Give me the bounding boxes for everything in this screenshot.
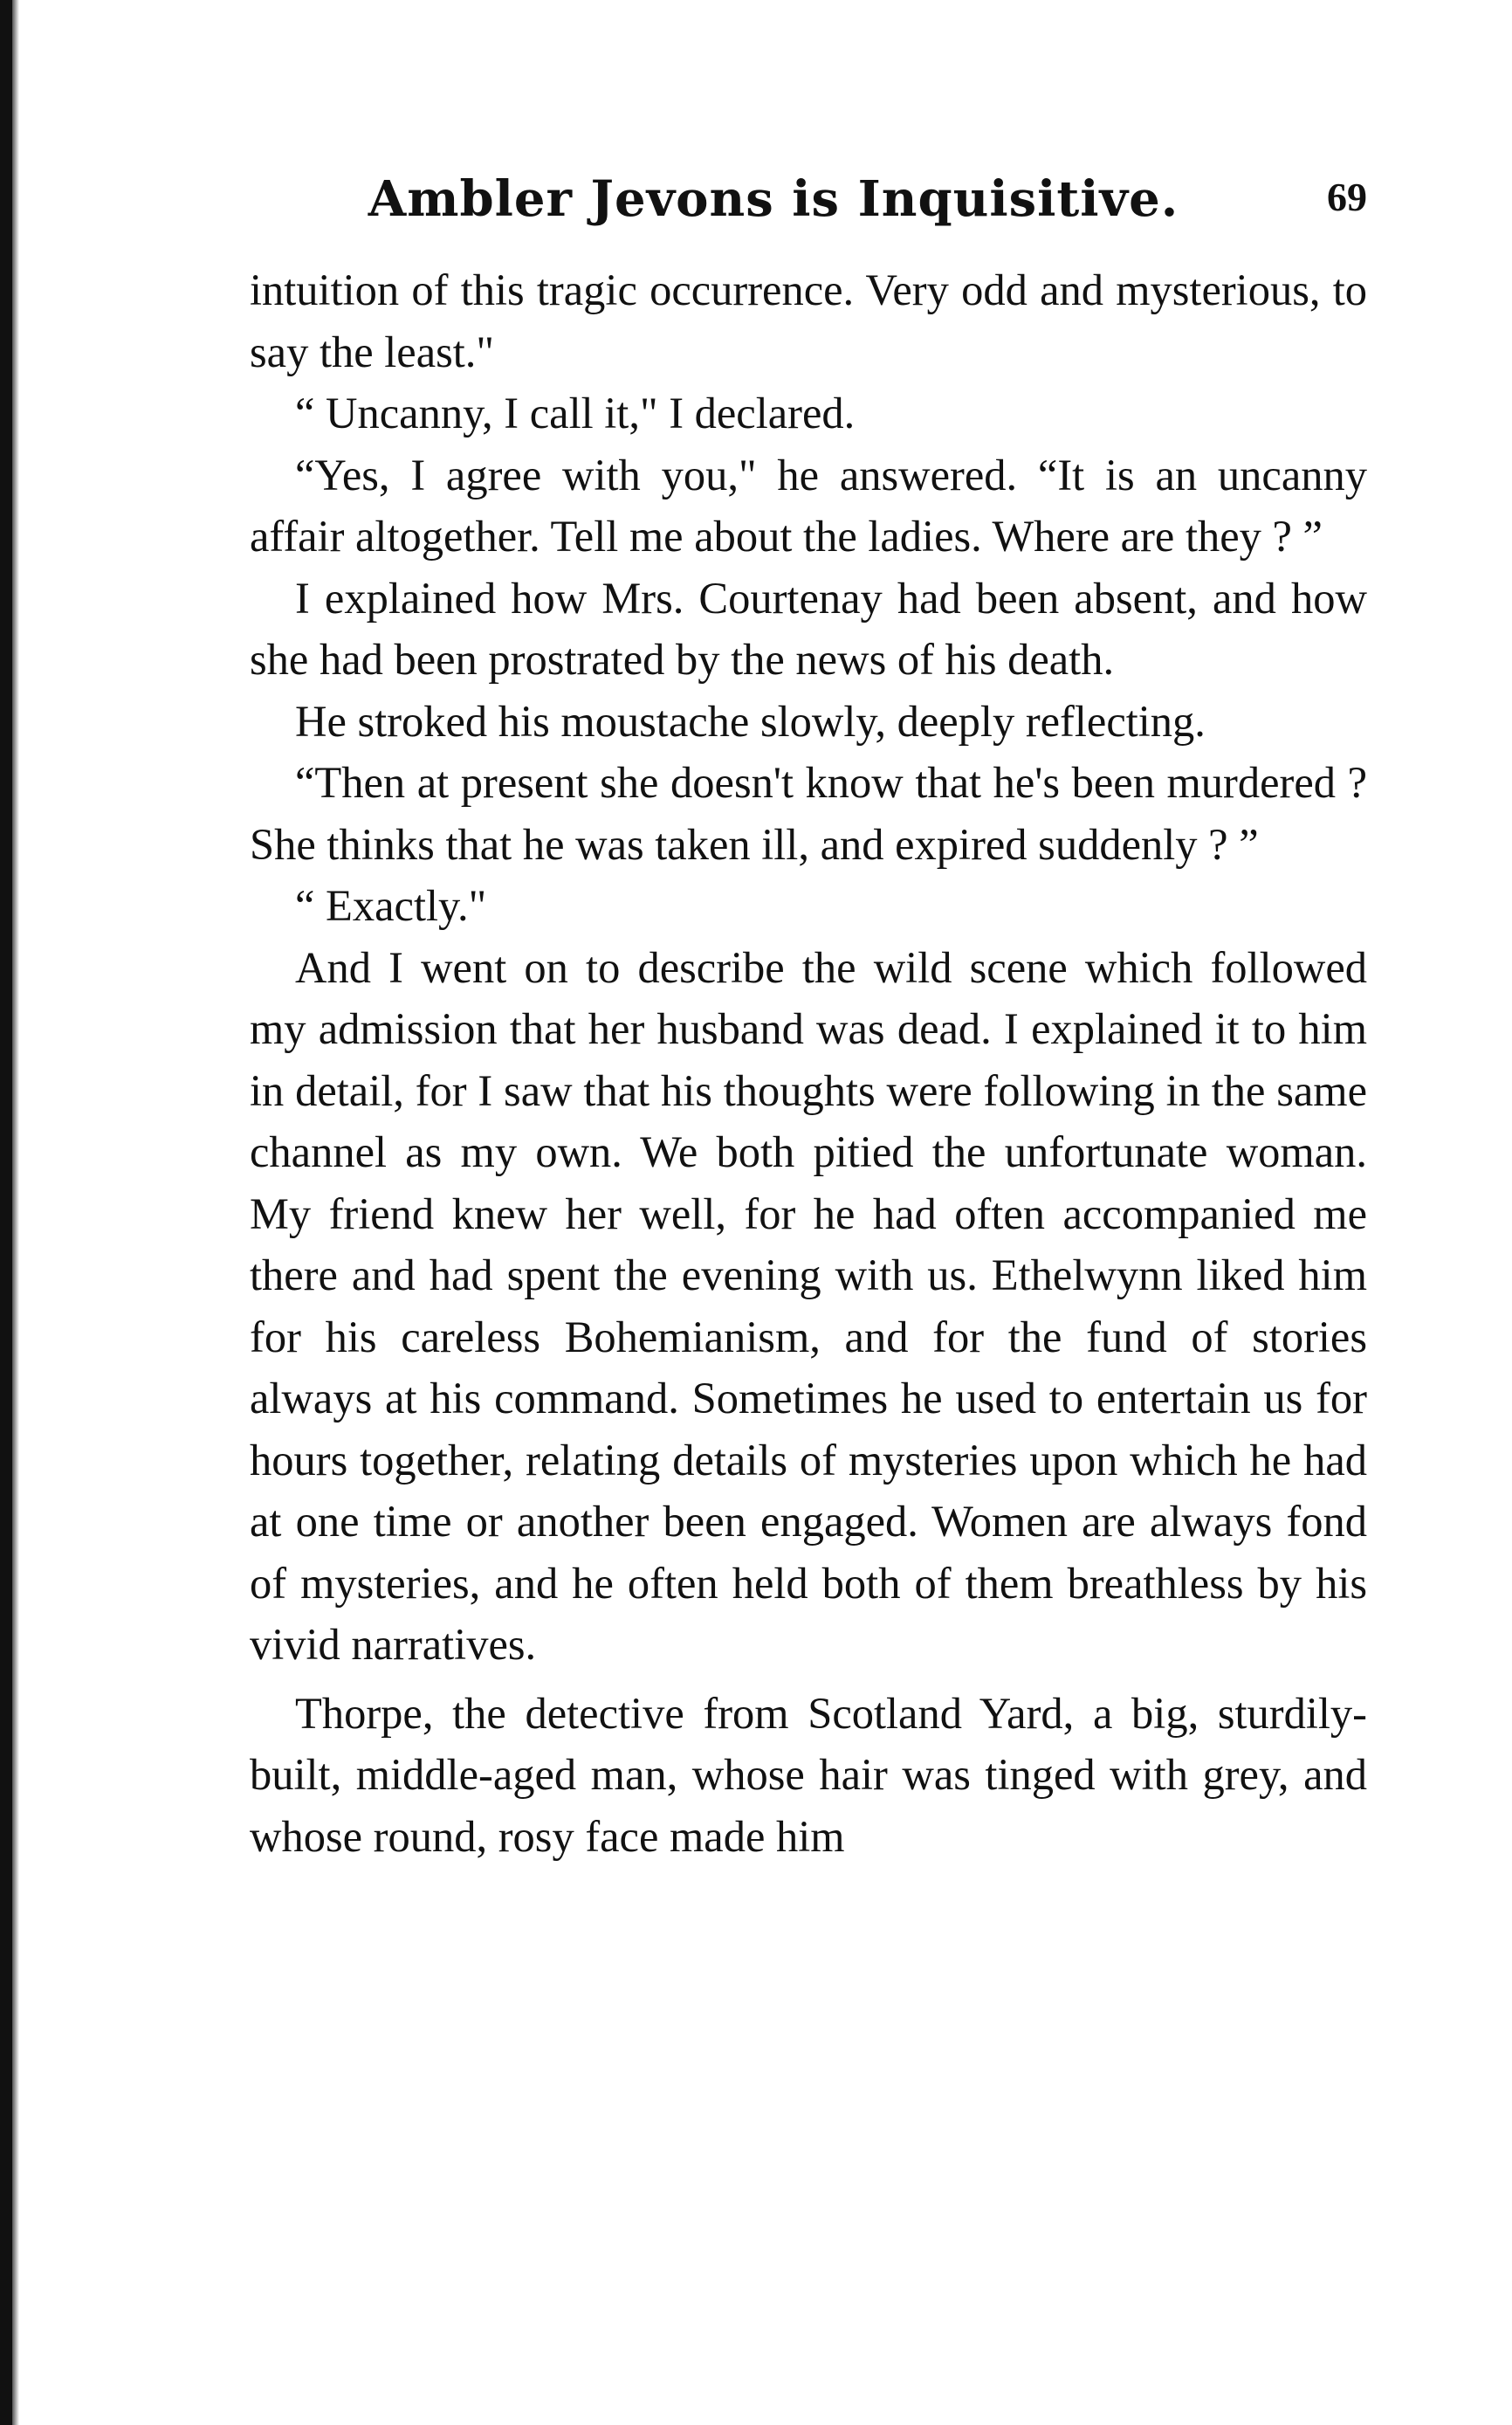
paragraph: “Then at present she doesn't know that he's been murdered ? She thinks that he was taken ill, and expired suddenly ? ” — [250, 758, 1367, 869]
paragraph: Thorpe, the detective from Scotland Yard, a big, sturdily-built, middle-aged man, whose hair was tinged with grey, and whose round, rosy face made him — [250, 1688, 1367, 1861]
paragraph: intuition of this tragic occurrence. Very odd and mysterious, to say the least." — [250, 265, 1367, 376]
paragraph: “ Uncanny, I call it," I declared. — [295, 389, 856, 437]
book-page — [250, 170, 1367, 1867]
page-number: 69 — [1327, 175, 1367, 219]
running-title: Ambler Jevons is Inquisitive. — [368, 170, 1179, 228]
paragraph: He stroked his moustache slowly, deeply reflecting. — [295, 696, 1206, 746]
paragraph: “ Exactly." — [295, 881, 487, 930]
book-binding-edge — [0, 0, 12, 2425]
paragraph: I explained how Mrs. Courtenay had been absent, and how she had been prostrated by the news of his death. — [250, 573, 1367, 684]
running-header — [250, 170, 1367, 240]
body-text — [250, 259, 1367, 1867]
paragraph: “Yes, I agree with you," he answered. “It is an uncanny affair altogether. Tell me about the ladies. Where are they ? ” — [250, 450, 1367, 561]
binding-shadow — [12, 0, 19, 2425]
paragraph: And I went on to describe the wild scene which followed my admission that her husband was dead. I explained it to him in detail, for I saw that his thoughts were following in the same channel as my own. We both pitied the unfortunate woman. My friend knew her well, for he had often accompanied me there and had spent the evening with us. Ethelwynn liked him for his careless Bohemianism, and for the fund of stories always at his command. Sometimes he used to entertain us for hours together, relating details of mysteries upon which he had at one time or another been engaged. Women are always fond of mysteries, and he often held both of them breathless by his vivid narratives. — [250, 942, 1367, 1669]
